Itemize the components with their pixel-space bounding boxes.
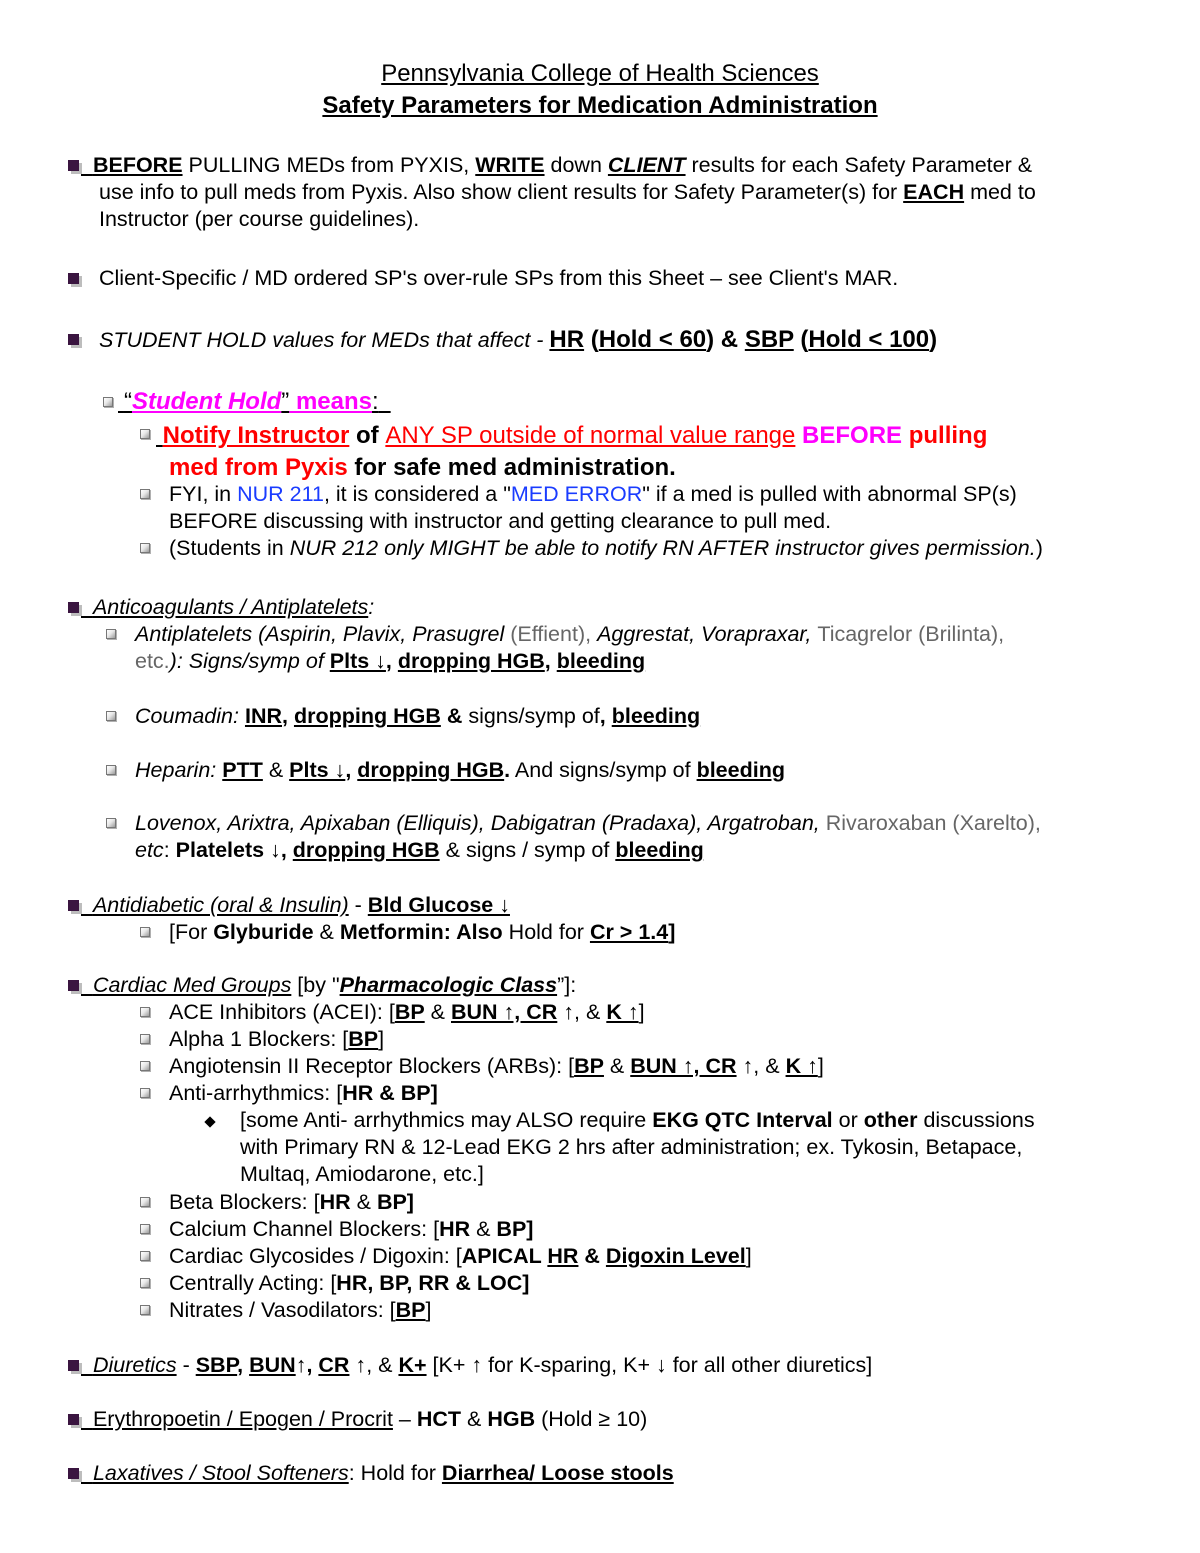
square-bullet-icon bbox=[68, 1414, 79, 1425]
antiarrhythmic-note-line-1: [some Anti- arrhythmics may ALSO require EKG QTC Interval or other discussions bbox=[240, 1108, 1035, 1132]
square-bullet-icon bbox=[68, 900, 79, 911]
heparin-line: Heparin: PTT & Plts ↓, dropping HGB. And signs/symp of bleeding bbox=[135, 758, 785, 782]
checkbox-bullet-icon bbox=[106, 818, 116, 828]
checkbox-bullet-icon bbox=[140, 489, 150, 499]
lovenox-line-2: etc: Platelets ↓, dropping HGB & signs / symp of bleeding bbox=[135, 838, 704, 862]
square-bullet-icon bbox=[68, 160, 79, 171]
intro-line-3: Instructor (per course guidelines). bbox=[99, 207, 420, 231]
document-title: Safety Parameters for Medication Administration bbox=[322, 92, 878, 119]
laxatives-line: Laxatives / Stool Softeners: Hold for Diarrhea/ Loose stools bbox=[92, 1461, 674, 1485]
beta-line: Beta Blockers: [HR & BP] bbox=[169, 1190, 414, 1214]
antidiabetic-heading: Antidiabetic (oral & Insulin) - Bld Glucose ↓ bbox=[92, 893, 510, 917]
checkbox-bullet-icon bbox=[140, 1224, 150, 1234]
square-bullet-icon bbox=[68, 1360, 79, 1371]
square-bullet-icon bbox=[68, 273, 79, 284]
intro-line-2: use info to pull meds from Pyxis. Also show client results for Safety Parameter(s) for EACH med to bbox=[99, 180, 1036, 204]
checkbox-bullet-icon bbox=[140, 1061, 150, 1071]
cardiac-heading: Cardiac Med Groups [by "Pharmacologic Class”]: bbox=[92, 973, 577, 997]
notify-line-2: med from Pyxis for safe med administration. bbox=[169, 454, 676, 481]
ccb-line: Calcium Channel Blockers: [HR & BP] bbox=[169, 1217, 534, 1241]
fyi-line-2: BEFORE discussing with instructor and getting clearance to pull med. bbox=[169, 509, 832, 533]
checkbox-bullet-icon bbox=[140, 1088, 150, 1098]
student-hold-means-line: “Student Hold” means: bbox=[123, 388, 379, 415]
alpha-line: Alpha 1 Blockers: [BP] bbox=[169, 1027, 385, 1051]
checkbox-bullet-icon bbox=[140, 1034, 150, 1044]
checkbox-bullet-icon bbox=[140, 543, 150, 553]
hold-values-line: STUDENT HOLD values for MEDs that affect - HR (Hold < 60) & SBP (Hold < 100) bbox=[99, 326, 938, 353]
square-bullet-icon bbox=[68, 980, 79, 991]
antiarrhythmic-line: Anti-arrhythmics: [HR & BP] bbox=[169, 1081, 438, 1105]
checkbox-bullet-icon bbox=[106, 711, 116, 721]
checkbox-bullet-icon bbox=[140, 1197, 150, 1207]
square-bullet-icon bbox=[68, 602, 79, 613]
fyi-line-1: FYI, in NUR 211, it is considered a "MED ERROR" if a med is pulled with abnormal SP(s) bbox=[169, 482, 1017, 506]
coumadin-line: Coumadin: INR, dropping HGB & signs/symp of, bleeding bbox=[135, 704, 701, 728]
erythropoetin-line: Erythropoetin / Epogen / Procrit – HCT & HGB (Hold ≥ 10) bbox=[92, 1407, 648, 1431]
anticoag-heading: Anticoagulants / Antiplatelets: bbox=[92, 595, 375, 619]
institution-name: Pennsylvania College of Health Sciences bbox=[381, 60, 819, 87]
intro-line-1: BEFORE PULLING MEDs from PYXIS, WRITE down CLIENT results for each Safety Parameter & bbox=[92, 153, 1033, 177]
glycoside-line: Cardiac Glycosides / Digoxin: [APICAL HR & Digoxin Level] bbox=[169, 1244, 752, 1268]
glyburide-line: [For Glyburide & Metformin: Also Hold for Cr > 1.4] bbox=[169, 920, 676, 944]
client-specific-line: Client-Specific / MD ordered SP's over-rule SPs from this Sheet – see Client's MAR. bbox=[99, 266, 899, 290]
notify-line-1: Notify Instructor of ANY SP outside of normal value range BEFORE pulling bbox=[162, 422, 988, 449]
nitrates-line: Nitrates / Vasodilators: [BP] bbox=[169, 1298, 432, 1322]
central-line: Centrally Acting: [HR, BP, RR & LOC] bbox=[169, 1271, 530, 1295]
checkbox-bullet-icon bbox=[140, 927, 150, 937]
checkbox-bullet-icon bbox=[140, 1305, 150, 1315]
diuretics-line: Diuretics - SBP, BUN↑, CR ↑, & K+ [K+ ↑ for K-sparing, K+ ↓ for all other diuretics] bbox=[92, 1353, 873, 1377]
arb-line: Angiotensin II Receptor Blockers (ARBs): [BP & BUN ↑, CR ↑, & K ↑] bbox=[169, 1054, 824, 1078]
checkbox-bullet-icon bbox=[140, 1251, 150, 1261]
lovenox-line-1: Lovenox, Arixtra, Apixaban (Elliquis), Dabigatran (Pradaxa), Argatroban, Rivaroxaban (Xarelto), bbox=[135, 811, 1041, 835]
antiarrhythmic-note-line-2: with Primary RN & 12-Lead EKG 2 hrs after administration; ex. Tykosin, Betapace, bbox=[240, 1135, 1023, 1159]
ace-line: ACE Inhibitors (ACEI): [BP & BUN ↑, CR ↑, & K ↑] bbox=[169, 1000, 645, 1024]
nur212-line: (Students in NUR 212 only MIGHT be able to notify RN AFTER instructor gives permission.) bbox=[169, 536, 1043, 560]
square-bullet-icon bbox=[68, 1468, 79, 1479]
checkbox-bullet-icon bbox=[140, 1007, 150, 1017]
antiplatelets-line-1: Antiplatelets (Aspirin, Plavix, Prasugrel (Effient), Aggrestat, Vorapraxar, Ticagrelor (Brilinta), bbox=[135, 622, 1005, 646]
antiplatelets-line-2: etc.): Signs/symp of Plts ↓, dropping HGB, bleeding bbox=[135, 649, 646, 673]
checkbox-bullet-icon bbox=[140, 429, 150, 439]
checkbox-bullet-icon bbox=[106, 765, 116, 775]
checkbox-bullet-icon bbox=[103, 397, 113, 407]
square-bullet-icon bbox=[68, 334, 79, 345]
checkbox-bullet-icon bbox=[106, 629, 116, 639]
diamond-bullet-icon bbox=[204, 1116, 215, 1127]
antiarrhythmic-note-line-3: Multaq, Amiodarone, etc.] bbox=[240, 1162, 484, 1186]
checkbox-bullet-icon bbox=[140, 1278, 150, 1288]
